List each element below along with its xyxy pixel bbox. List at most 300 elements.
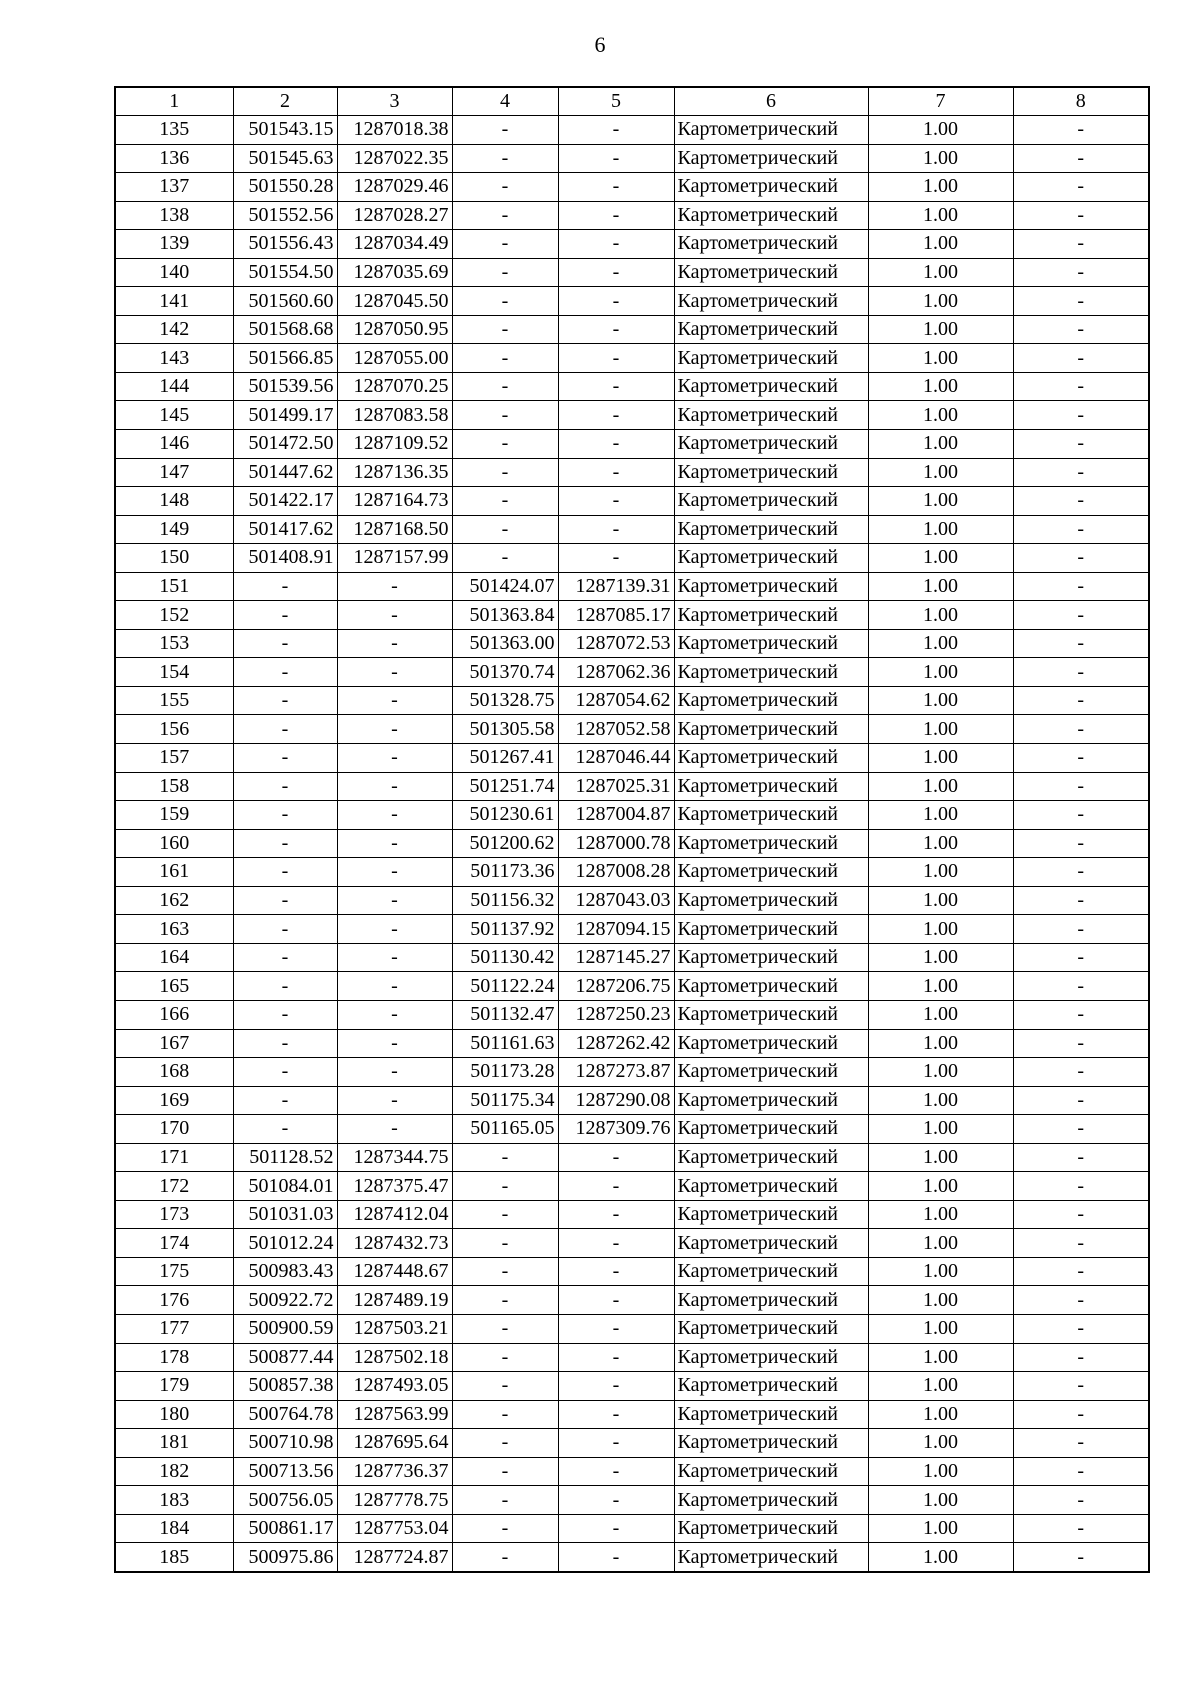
x-coordinate-cell: 501128.52 (233, 1143, 337, 1172)
description-cell: - (1013, 658, 1149, 687)
table-row (115, 915, 1149, 944)
accuracy-cell: 1.00 (868, 658, 1013, 687)
x-new-cell: - (452, 401, 558, 430)
point-number-cell: 143 (115, 344, 233, 373)
y-new-cell: - (558, 173, 674, 202)
point-number-cell: 168 (115, 1058, 233, 1087)
description-cell: - (1013, 1314, 1149, 1343)
accuracy-cell: 1.00 (868, 1143, 1013, 1172)
x-new-cell: - (452, 544, 558, 573)
description-cell: - (1013, 1115, 1149, 1144)
table-row (115, 1257, 1149, 1286)
table-row (115, 1457, 1149, 1486)
x-new-cell: - (452, 1286, 558, 1315)
method-cell: Картометрический (674, 1172, 868, 1201)
x-coordinate-cell: 500861.17 (233, 1514, 337, 1543)
y-new-cell: 1287206.75 (558, 972, 674, 1001)
x-coordinate-cell: - (233, 601, 337, 630)
x-coordinate-cell: - (233, 829, 337, 858)
y-coordinate-cell: - (337, 1000, 452, 1029)
y-new-cell: 1287043.03 (558, 886, 674, 915)
accuracy-cell: 1.00 (868, 1086, 1013, 1115)
description-cell: - (1013, 544, 1149, 573)
table-row (115, 430, 1149, 459)
point-number-cell: 159 (115, 801, 233, 830)
method-cell: Картометрический (674, 372, 868, 401)
accuracy-cell: 1.00 (868, 1200, 1013, 1229)
x-coordinate-cell: 500975.86 (233, 1543, 337, 1572)
y-coordinate-cell: 1287502.18 (337, 1343, 452, 1372)
point-number-cell: 154 (115, 658, 233, 687)
x-new-cell: - (452, 287, 558, 316)
y-new-cell: 1287062.36 (558, 658, 674, 687)
accuracy-cell: 1.00 (868, 1543, 1013, 1572)
y-coordinate-cell: - (337, 744, 452, 773)
x-new-cell: - (452, 1457, 558, 1486)
y-coordinate-cell: 1287753.04 (337, 1514, 452, 1543)
accuracy-cell: 1.00 (868, 1514, 1013, 1543)
point-number-cell: 148 (115, 487, 233, 516)
method-cell: Картометрический (674, 315, 868, 344)
method-cell: Картометрический (674, 1229, 868, 1258)
accuracy-cell: 1.00 (868, 1115, 1013, 1144)
description-cell: - (1013, 744, 1149, 773)
description-cell: - (1013, 401, 1149, 430)
y-coordinate-cell: 1287695.64 (337, 1429, 452, 1458)
accuracy-cell: 1.00 (868, 287, 1013, 316)
y-new-cell: - (558, 1429, 674, 1458)
description-cell: - (1013, 1086, 1149, 1115)
description-cell: - (1013, 1143, 1149, 1172)
y-new-cell: - (558, 1257, 674, 1286)
accuracy-cell: 1.00 (868, 829, 1013, 858)
point-number-cell: 182 (115, 1457, 233, 1486)
table-row (115, 744, 1149, 773)
x-coordinate-cell: 500713.56 (233, 1457, 337, 1486)
x-new-cell: - (452, 344, 558, 373)
description-cell: - (1013, 829, 1149, 858)
y-coordinate-cell: 1287778.75 (337, 1486, 452, 1515)
x-new-cell: - (452, 315, 558, 344)
table-row (115, 487, 1149, 516)
point-number-cell: 152 (115, 601, 233, 630)
y-coordinate-cell: 1287736.37 (337, 1457, 452, 1486)
point-number-cell: 178 (115, 1343, 233, 1372)
accuracy-cell: 1.00 (868, 715, 1013, 744)
point-number-cell: 170 (115, 1115, 233, 1144)
table-row (115, 772, 1149, 801)
y-new-cell: - (558, 458, 674, 487)
table-row (115, 1172, 1149, 1201)
accuracy-cell: 1.00 (868, 686, 1013, 715)
x-coordinate-cell: 501422.17 (233, 487, 337, 516)
page-number: 6 (594, 32, 606, 57)
accuracy-cell: 1.00 (868, 1372, 1013, 1401)
method-cell: Картометрический (674, 1286, 868, 1315)
method-cell: Картометрический (674, 886, 868, 915)
description-cell: - (1013, 116, 1149, 145)
y-new-cell: - (558, 515, 674, 544)
table-row (115, 658, 1149, 687)
accuracy-cell: 1.00 (868, 1486, 1013, 1515)
table-row (115, 829, 1149, 858)
method-cell: Картометрический (674, 1058, 868, 1087)
x-new-cell: - (452, 230, 558, 259)
point-number-cell: 176 (115, 1286, 233, 1315)
y-coordinate-cell: 1287168.50 (337, 515, 452, 544)
header-cell: 8 (1013, 87, 1149, 116)
point-number-cell: 146 (115, 430, 233, 459)
y-new-cell: 1287139.31 (558, 572, 674, 601)
y-coordinate-cell: 1287493.05 (337, 1372, 452, 1401)
table-row (115, 230, 1149, 259)
y-coordinate-cell: 1287724.87 (337, 1543, 452, 1572)
x-coordinate-cell: 501545.63 (233, 144, 337, 173)
description-cell: - (1013, 686, 1149, 715)
description-cell: - (1013, 201, 1149, 230)
method-cell: Картометрический (674, 144, 868, 173)
point-number-cell: 175 (115, 1257, 233, 1286)
accuracy-cell: 1.00 (868, 801, 1013, 830)
table-row (115, 544, 1149, 573)
method-cell: Картометрический (674, 1372, 868, 1401)
header-cell: 4 (452, 87, 558, 116)
point-number-cell: 136 (115, 144, 233, 173)
description-cell: - (1013, 1514, 1149, 1543)
table-row (115, 943, 1149, 972)
x-coordinate-cell: 500983.43 (233, 1257, 337, 1286)
accuracy-cell: 1.00 (868, 744, 1013, 773)
y-new-cell: 1287000.78 (558, 829, 674, 858)
point-number-cell: 151 (115, 572, 233, 601)
header-cell: 6 (674, 87, 868, 116)
y-new-cell: 1287262.42 (558, 1029, 674, 1058)
y-new-cell: - (558, 544, 674, 573)
y-new-cell: - (558, 1172, 674, 1201)
x-new-cell: 501175.34 (452, 1086, 558, 1115)
y-coordinate-cell: - (337, 658, 452, 687)
x-coordinate-cell: - (233, 858, 337, 887)
method-cell: Картометрический (674, 458, 868, 487)
point-number-cell: 171 (115, 1143, 233, 1172)
table-row (115, 1314, 1149, 1343)
y-new-cell: - (558, 230, 674, 259)
point-number-cell: 166 (115, 1000, 233, 1029)
y-coordinate-cell: 1287083.58 (337, 401, 452, 430)
accuracy-cell: 1.00 (868, 915, 1013, 944)
x-new-cell: 501132.47 (452, 1000, 558, 1029)
method-cell: Картометрический (674, 258, 868, 287)
method-cell: Картометрический (674, 715, 868, 744)
y-new-cell: - (558, 372, 674, 401)
x-coordinate-cell: - (233, 1029, 337, 1058)
y-coordinate-cell: 1287375.47 (337, 1172, 452, 1201)
table-row (115, 144, 1149, 173)
y-coordinate-cell: 1287157.99 (337, 544, 452, 573)
point-number-cell: 183 (115, 1486, 233, 1515)
point-number-cell: 141 (115, 287, 233, 316)
description-cell: - (1013, 1457, 1149, 1486)
y-coordinate-cell: 1287448.67 (337, 1257, 452, 1286)
x-new-cell: - (452, 144, 558, 173)
description-cell: - (1013, 629, 1149, 658)
x-new-cell: - (452, 372, 558, 401)
point-number-cell: 160 (115, 829, 233, 858)
x-coordinate-cell: 501556.43 (233, 230, 337, 259)
description-cell: - (1013, 601, 1149, 630)
table-row (115, 1143, 1149, 1172)
description-cell: - (1013, 144, 1149, 173)
x-coordinate-cell: 500877.44 (233, 1343, 337, 1372)
accuracy-cell: 1.00 (868, 230, 1013, 259)
method-cell: Картометрический (674, 1486, 868, 1515)
y-coordinate-cell: - (337, 886, 452, 915)
x-new-cell: - (452, 1400, 558, 1429)
accuracy-cell: 1.00 (868, 1229, 1013, 1258)
method-cell: Картометрический (674, 829, 868, 858)
y-new-cell: - (558, 1200, 674, 1229)
table-row (115, 1115, 1149, 1144)
table-header (115, 87, 1149, 116)
x-new-cell: - (452, 1200, 558, 1229)
coordinates-table (114, 86, 1150, 1573)
x-coordinate-cell: 501499.17 (233, 401, 337, 430)
y-coordinate-cell: - (337, 572, 452, 601)
table-row (115, 858, 1149, 887)
y-coordinate-cell: - (337, 629, 452, 658)
method-cell: Картометрический (674, 1514, 868, 1543)
description-cell: - (1013, 1343, 1149, 1372)
description-cell: - (1013, 1486, 1149, 1515)
y-new-cell: - (558, 1457, 674, 1486)
y-new-cell: - (558, 1343, 674, 1372)
table-row (115, 1286, 1149, 1315)
x-new-cell: 501424.07 (452, 572, 558, 601)
x-coordinate-cell: - (233, 801, 337, 830)
point-number-cell: 155 (115, 686, 233, 715)
point-number-cell: 165 (115, 972, 233, 1001)
table-row (115, 201, 1149, 230)
method-cell: Картометрический (674, 1115, 868, 1144)
point-number-cell: 177 (115, 1314, 233, 1343)
accuracy-cell: 1.00 (868, 1172, 1013, 1201)
table-body (115, 116, 1149, 1572)
x-coordinate-cell: 500922.72 (233, 1286, 337, 1315)
y-coordinate-cell: 1287022.35 (337, 144, 452, 173)
y-new-cell: - (558, 1143, 674, 1172)
y-new-cell: 1287145.27 (558, 943, 674, 972)
x-new-cell: - (452, 1172, 558, 1201)
description-cell: - (1013, 1200, 1149, 1229)
x-coordinate-cell: 501543.15 (233, 116, 337, 145)
point-number-cell: 164 (115, 943, 233, 972)
method-cell: Картометрический (674, 430, 868, 459)
description-cell: - (1013, 1286, 1149, 1315)
accuracy-cell: 1.00 (868, 1029, 1013, 1058)
point-number-cell: 179 (115, 1372, 233, 1401)
accuracy-cell: 1.00 (868, 173, 1013, 202)
method-cell: Картометрический (674, 972, 868, 1001)
y-coordinate-cell: 1287050.95 (337, 315, 452, 344)
x-coordinate-cell: - (233, 915, 337, 944)
table-row (115, 1514, 1149, 1543)
point-number-cell: 153 (115, 629, 233, 658)
point-number-cell: 184 (115, 1514, 233, 1543)
x-new-cell: - (452, 1143, 558, 1172)
method-cell: Картометрический (674, 1343, 868, 1372)
x-coordinate-cell: 501554.50 (233, 258, 337, 287)
table-row (115, 1000, 1149, 1029)
y-new-cell: 1287052.58 (558, 715, 674, 744)
description-cell: - (1013, 1429, 1149, 1458)
y-coordinate-cell: 1287489.19 (337, 1286, 452, 1315)
table-row (115, 629, 1149, 658)
header-cell: 1 (115, 87, 233, 116)
method-cell: Картометрический (674, 1457, 868, 1486)
table-row (115, 715, 1149, 744)
x-coordinate-cell: 500857.38 (233, 1372, 337, 1401)
accuracy-cell: 1.00 (868, 487, 1013, 516)
point-number-cell: 162 (115, 886, 233, 915)
method-cell: Картометрический (674, 686, 868, 715)
method-cell: Картометрический (674, 801, 868, 830)
x-new-cell: 501122.24 (452, 972, 558, 1001)
x-new-cell: 501251.74 (452, 772, 558, 801)
table-row (115, 401, 1149, 430)
x-coordinate-cell: 501566.85 (233, 344, 337, 373)
description-cell: - (1013, 1257, 1149, 1286)
y-new-cell: - (558, 315, 674, 344)
description-cell: - (1013, 1543, 1149, 1572)
x-new-cell: 501130.42 (452, 943, 558, 972)
y-new-cell: - (558, 287, 674, 316)
method-cell: Картометрический (674, 230, 868, 259)
y-new-cell: - (558, 487, 674, 516)
x-new-cell: - (452, 1429, 558, 1458)
method-cell: Картометрический (674, 1429, 868, 1458)
y-new-cell: 1287008.28 (558, 858, 674, 887)
table-row (115, 601, 1149, 630)
y-new-cell: 1287025.31 (558, 772, 674, 801)
y-new-cell: - (558, 1229, 674, 1258)
y-new-cell: 1287309.76 (558, 1115, 674, 1144)
method-cell: Картометрический (674, 1000, 868, 1029)
point-number-cell: 150 (115, 544, 233, 573)
method-cell: Картометрический (674, 344, 868, 373)
x-coordinate-cell: 500764.78 (233, 1400, 337, 1429)
x-new-cell: - (452, 116, 558, 145)
y-coordinate-cell: - (337, 715, 452, 744)
y-coordinate-cell: - (337, 972, 452, 1001)
x-new-cell: 501328.75 (452, 686, 558, 715)
y-new-cell: - (558, 344, 674, 373)
y-coordinate-cell: - (337, 858, 452, 887)
point-number-cell: 149 (115, 515, 233, 544)
accuracy-cell: 1.00 (868, 772, 1013, 801)
x-new-cell: - (452, 487, 558, 516)
y-coordinate-cell: 1287109.52 (337, 430, 452, 459)
x-coordinate-cell: 501472.50 (233, 430, 337, 459)
x-coordinate-cell: 501550.28 (233, 173, 337, 202)
method-cell: Картометрический (674, 173, 868, 202)
method-cell: Картометрический (674, 1543, 868, 1572)
x-new-cell: - (452, 515, 558, 544)
y-new-cell: - (558, 401, 674, 430)
table-row (115, 1543, 1149, 1572)
method-cell: Картометрический (674, 658, 868, 687)
description-cell: - (1013, 1029, 1149, 1058)
table-row (115, 1200, 1149, 1229)
point-number-cell: 145 (115, 401, 233, 430)
y-coordinate-cell: 1287432.73 (337, 1229, 452, 1258)
accuracy-cell: 1.00 (868, 544, 1013, 573)
point-number-cell: 172 (115, 1172, 233, 1201)
method-cell: Картометрический (674, 201, 868, 230)
y-new-cell: 1287004.87 (558, 801, 674, 830)
y-new-cell: - (558, 1514, 674, 1543)
point-number-cell: 161 (115, 858, 233, 887)
table-row (115, 1429, 1149, 1458)
header-cell: 5 (558, 87, 674, 116)
table-row (115, 258, 1149, 287)
table-row (115, 886, 1149, 915)
x-coordinate-cell: - (233, 1058, 337, 1087)
y-new-cell: - (558, 116, 674, 145)
x-new-cell: 501230.61 (452, 801, 558, 830)
description-cell: - (1013, 287, 1149, 316)
x-coordinate-cell: 501552.56 (233, 201, 337, 230)
y-coordinate-cell: - (337, 601, 452, 630)
description-cell: - (1013, 344, 1149, 373)
description-cell: - (1013, 515, 1149, 544)
table-row (115, 287, 1149, 316)
method-cell: Картометрический (674, 1143, 868, 1172)
point-number-cell: 135 (115, 116, 233, 145)
x-coordinate-cell: 501417.62 (233, 515, 337, 544)
x-new-cell: - (452, 1343, 558, 1372)
table-row (115, 1486, 1149, 1515)
point-number-cell: 139 (115, 230, 233, 259)
method-cell: Картометрический (674, 858, 868, 887)
x-coordinate-cell: - (233, 744, 337, 773)
x-coordinate-cell: - (233, 658, 337, 687)
y-new-cell: 1287085.17 (558, 601, 674, 630)
x-coordinate-cell: - (233, 972, 337, 1001)
table-row (115, 972, 1149, 1001)
x-new-cell: 501267.41 (452, 744, 558, 773)
table-row (115, 458, 1149, 487)
accuracy-cell: 1.00 (868, 515, 1013, 544)
x-new-cell: 501305.58 (452, 715, 558, 744)
x-new-cell: - (452, 201, 558, 230)
x-new-cell: 501137.92 (452, 915, 558, 944)
method-cell: Картометрический (674, 744, 868, 773)
table-row (115, 173, 1149, 202)
description-cell: - (1013, 886, 1149, 915)
x-coordinate-cell: - (233, 943, 337, 972)
y-coordinate-cell: 1287503.21 (337, 1314, 452, 1343)
description-cell: - (1013, 173, 1149, 202)
accuracy-cell: 1.00 (868, 1400, 1013, 1429)
x-coordinate-cell: 501560.60 (233, 287, 337, 316)
x-new-cell: 501363.00 (452, 629, 558, 658)
table-row (115, 1058, 1149, 1087)
accuracy-cell: 1.00 (868, 858, 1013, 887)
y-new-cell: - (558, 1400, 674, 1429)
y-new-cell: - (558, 430, 674, 459)
table-row (115, 1343, 1149, 1372)
point-number-cell: 169 (115, 1086, 233, 1115)
